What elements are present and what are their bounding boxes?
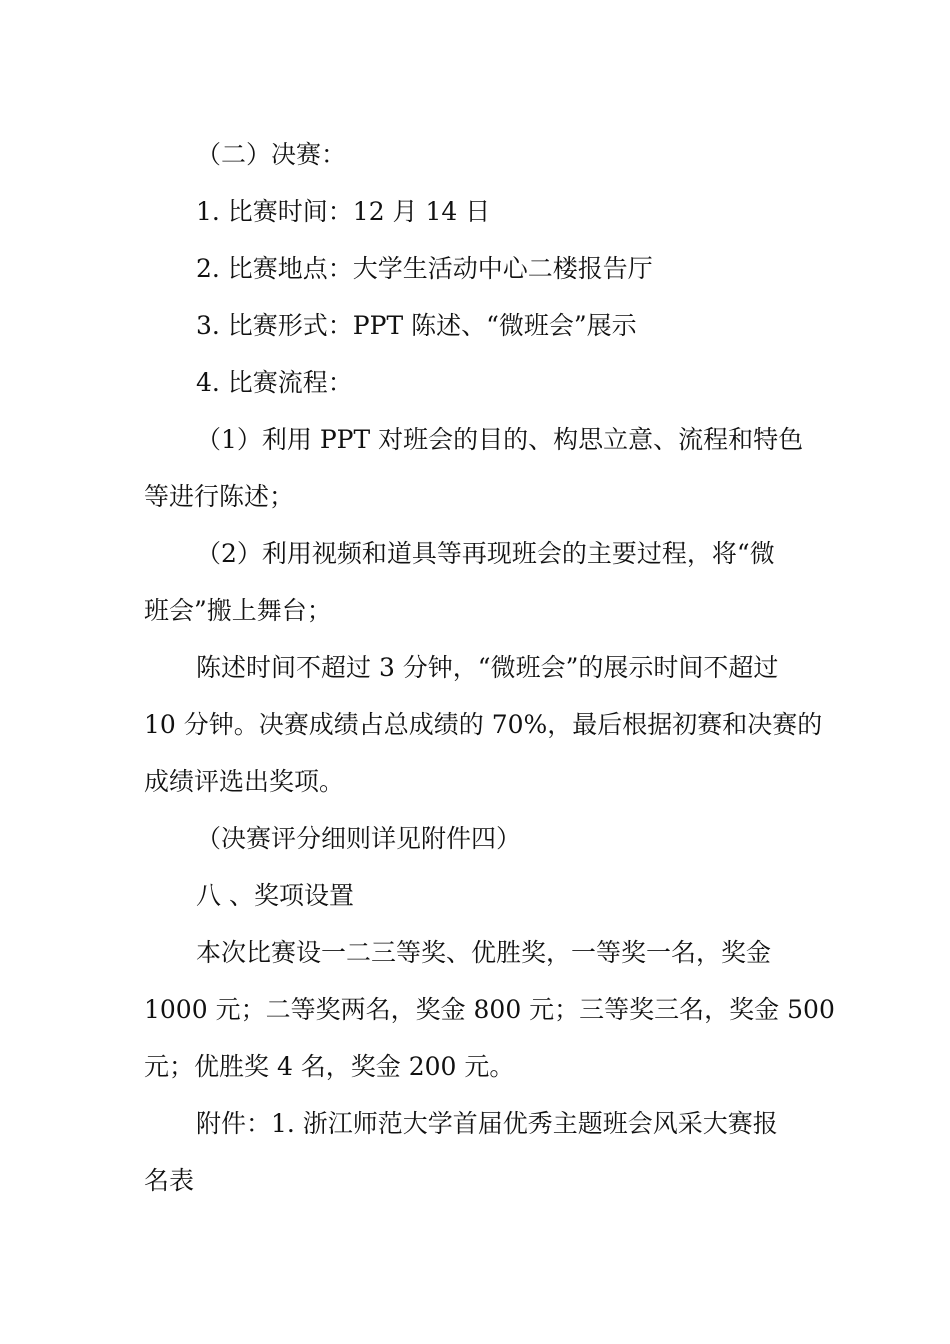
time-limit-line-1: 陈述时间不超过 3 分钟，“微班会”的展示时间不超过 <box>196 653 779 682</box>
process-step-2-line-1: （2）利用视频和道具等再现班会的主要过程，将“微 <box>196 539 775 568</box>
time-limit-line-2: 10 分钟。决赛成绩占总成绩的 70%，最后根据初赛和决赛的 <box>144 710 823 739</box>
awards-line-3: 元；优胜奖 4 名，奖金 200 元。 <box>144 1052 515 1081</box>
awards-line-2: 1000 元；二等奖两名，奖金 800 元；三等奖三名，奖金 500 <box>144 995 835 1024</box>
process-step-1-line-1: （1）利用 PPT 对班会的目的、构思立意、流程和特色 <box>196 425 804 454</box>
process-step-1-line-2: 等进行陈述； <box>144 482 295 511</box>
section-heading-final: （二）决赛： <box>196 140 347 169</box>
scoring-note: （决赛评分细则详见附件四） <box>196 824 522 853</box>
process-step-2-line-2: 班会”搬上舞台； <box>144 596 332 625</box>
list-item-process: 4. 比赛流程： <box>196 368 353 397</box>
awards-line-1: 本次比赛设一二三等奖、优胜奖，一等奖一名，奖金 <box>196 938 772 967</box>
list-item-time: 1. 比赛时间：12 月 14 日 <box>196 197 491 226</box>
list-item-format: 3. 比赛形式：PPT 陈述、“微班会”展示 <box>196 311 637 340</box>
list-item-location: 2. 比赛地点：大学生活动中心二楼报告厅 <box>196 254 653 283</box>
section-heading-awards: 八 、奖项设置 <box>196 881 354 910</box>
time-limit-line-3: 成绩评选出奖项。 <box>144 767 345 796</box>
attachment-line-1: 附件：1. 浙江师范大学首届优秀主题班会风采大赛报 <box>196 1109 778 1138</box>
attachment-line-2: 名表 <box>144 1166 195 1195</box>
